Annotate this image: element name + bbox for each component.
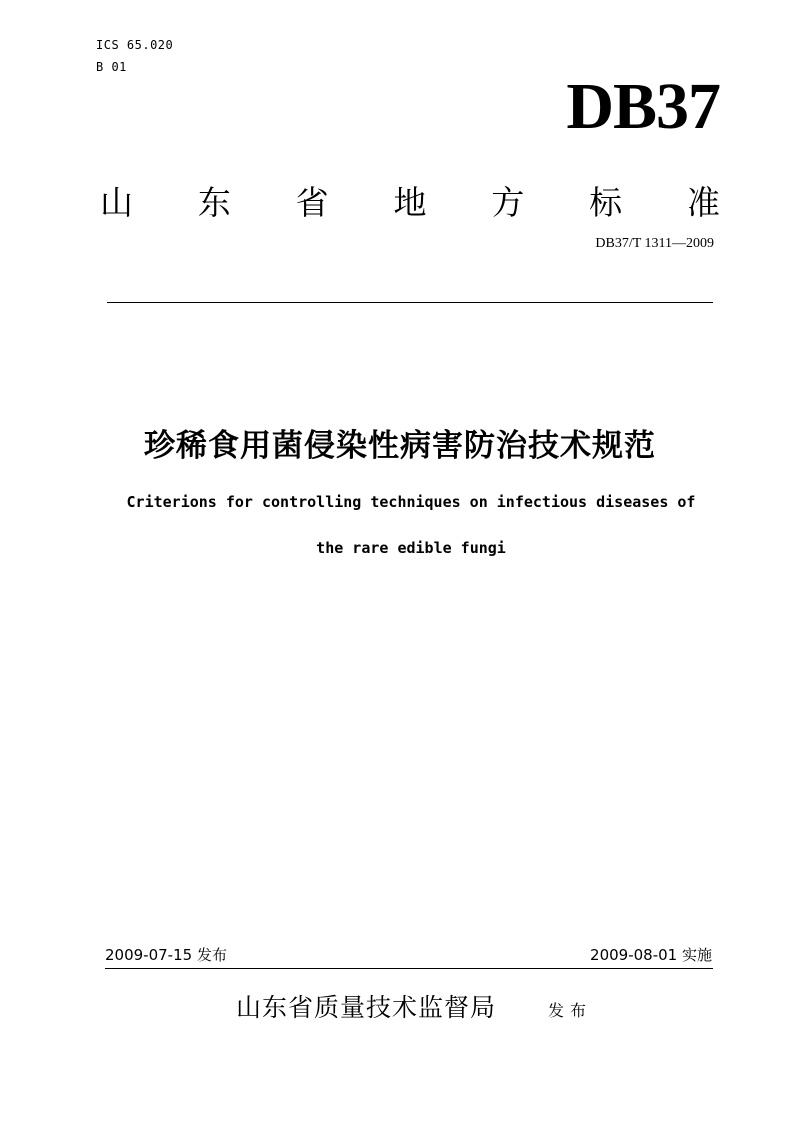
title-english-line-2: the rare edible fungi: [316, 539, 506, 557]
implementation-date: 2009-08-01 实施: [590, 946, 712, 964]
db-code-logo: DB37: [566, 70, 720, 143]
standard-type-char: 东: [197, 183, 231, 222]
standard-type-char: 地: [393, 183, 427, 222]
standard-type-char: 标: [589, 183, 623, 222]
standard-type-char: 省: [295, 183, 329, 222]
standard-number: DB37/T 1311—2009: [595, 236, 714, 251]
standard-type-char: 准: [686, 183, 720, 222]
title-chinese: 珍稀食用菌侵染性病害防治技术规范: [144, 428, 656, 464]
standard-type-char: 山: [100, 183, 133, 222]
issue-date: 2009-07-15 发布: [105, 946, 227, 964]
top-divider: [107, 302, 713, 303]
ics-code: ICS 65.020: [96, 38, 174, 52]
title-english-line-1: Criterions for controlling techniques on infectious diseases of: [126, 493, 696, 511]
classification-code: B 01: [96, 60, 127, 74]
bottom-divider: [105, 968, 713, 969]
publish-label: 发布: [548, 1001, 593, 1020]
standard-type-char: 方: [491, 183, 525, 222]
standard-type-heading: [100, 183, 720, 222]
publisher-name: 山东省质量技术监督局: [236, 993, 497, 1022]
